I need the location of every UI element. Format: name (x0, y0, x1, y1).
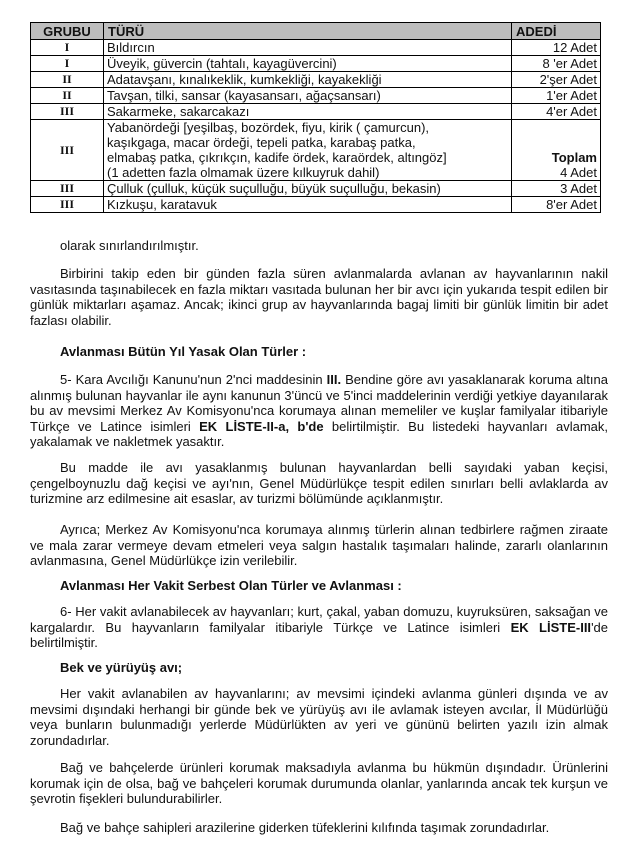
row-type-line: Yabanördeği [yeşilbaş, bozördek, fiyu, kirik ( çamurcun), (107, 120, 430, 135)
row-type: Tavşan, tilki, sansar (kayasansarı, ağaçsansarı) (104, 88, 512, 104)
text-run-bold: III. (326, 372, 342, 387)
header-group: GRUBU (31, 23, 104, 40)
header-count: ADEDİ (512, 23, 601, 40)
table-row (31, 72, 601, 88)
header-type: TÜRÜ (104, 23, 512, 40)
row-type: Çulluk (çulluk, küçük suçulluğu, büyük suçulluğu, bekasin) (104, 181, 512, 197)
text-run: belirtilmiştir. Bu listedeki hayvanları avlamak, yakalamak ve nakletmek yasaktır. (30, 418, 608, 449)
paragraph-permit-required: Her vakit avlanabilen av hayvanlarını; av mevsimi içindeki avlanma günleri dışında ve av mevsimi dışındaki herhangi bir günde bek ve yürüyüş avı ile avlamak isteyen avcılar, İl Müdürlüğü veya bunların bulunmadığı yerlerde Müdürlükten av yeri ve gününü belirten yazılı izin almak zorundadırlar. (30, 686, 608, 748)
table-row (31, 104, 601, 120)
daily-bag-limit-table (30, 22, 601, 213)
table-row (31, 40, 601, 56)
table-row (31, 120, 601, 181)
row-count: 4'er Adet (512, 104, 601, 120)
table-header-row (31, 23, 601, 40)
row-group: II (31, 88, 104, 104)
row-type-line: elmabaş patka, çıkrıkçın, kadife ördek, karaördek, altıngöz] (107, 150, 447, 165)
text-run: 5- Kara Avcılığı Kanunu'nun 2'nci maddesinin (60, 372, 327, 387)
row-count (512, 120, 601, 181)
paragraph-orchard-protection: Bağ ve bahçelerde ürünleri korumak maksadıyla avlanma bu hükmün dışındadır. Ürünlerini korumak için de olsa, bağ ve bahçeleri korumak durumunda olanlar, yanlarında ancak tek kurşun ve şevrotin fişekleri bulundurabilirler. (30, 760, 608, 806)
table-row (31, 56, 601, 72)
text-run-bold: EK LİSTE-III (510, 619, 592, 635)
paragraph-harmful-species: Ayrıca; Merkez Av Komisyonu'nca korumaya alınmış türlerin alınan tedbirlere rağmen ziraate ve mala zarar vermeye devam etmeleri veya salgın hastalık taşımaları halinde, zararlı olanlarının avlanmasına, Genel Müdürlükçe izin verilebilir. (30, 522, 608, 568)
text-run-bold: EK LİSTE-II-a, b'de (199, 418, 324, 434)
heading-stalk-and-walk-hunt: Bek ve yürüyüş avı; (60, 660, 183, 675)
text-run: Bendine göre avı yasaklanarak koruma altına alınmış bulunan hayvanlar ile aynı kanunun 3'üncü ve 5'inci maddelerinin verdiği yetkiye dayanılarak bu av mevsimi Merkez Av Komisyonu'nca korumaya alınan memeliler ve kuşlar familyalar itibariyle Türkçe ve Latince isimleri (30, 372, 608, 434)
row-count: 12 Adet (512, 40, 601, 56)
row-type-line: (1 adetten fazla olmamak üzere kılkuyruk dahil) (107, 165, 380, 180)
paragraph-bag-limit: Birbirini takip eden bir günden fazla süren avlanmalarda avlanan av hayvanlarının nakil vasıtasında taşınabilecek en fazla miktarı vasıtada bulunan her bir avcı için yukarıda tespit edilen bir günlük miktarları aşamaz. Ancak; ikinci grup av hayvanlarında bagaj limiti bir günlük limitin bir adet fazlası olabilir. (30, 266, 608, 328)
row-group: II (31, 72, 104, 88)
row-type: Üveyik, güvercin (tahtalı, kayagüvercini) (104, 56, 512, 72)
row-count: 8 'er Adet (512, 56, 601, 72)
row-type: Adatavşanı, kınalıkeklik, kumkekliği, kayakekliği (104, 72, 512, 88)
table-row (31, 197, 601, 213)
row-type-multiline (104, 120, 512, 181)
row-count: 2'şer Adet (512, 72, 601, 88)
row-type: Sakarmeke, sakarcakazı (104, 104, 512, 120)
row-group: III (31, 104, 104, 120)
paragraph-rifle-case: Bağ ve bahçe sahipleri arazilerine giderken tüfeklerini kılıfında taşımak zorundadırlar. (60, 820, 550, 835)
table-row (31, 181, 601, 197)
text-run: 6- Her vakit avlanabilecek av hayvanları; kurt, çakal, yaban domuzu, kuyruksüren, saksağan ve kargalardır. Bu hayvanların familyalar itibariyle Türkçe ve Latince isimleri (30, 604, 608, 635)
paragraph-article-5 (30, 372, 608, 450)
row-count: 3 Adet (512, 181, 601, 197)
row-group: I (31, 40, 104, 56)
heading-year-round-protected: Avlanması Bütün Yıl Yasak Olan Türler : (60, 344, 307, 359)
paragraph-article-6 (30, 604, 608, 651)
table-row (31, 88, 601, 104)
row-type: Bıldırcın (104, 40, 512, 56)
row-type: Kızkuşu, karatavuk (104, 197, 512, 213)
row-group: III (31, 197, 104, 213)
heading-always-open-species: Avlanması Her Vakit Serbest Olan Türler ve Avlanması : (60, 578, 402, 593)
paragraph-continuation: olarak sınırlandırılmıştır. (60, 238, 199, 253)
row-count-total-label: Toplam (551, 150, 597, 165)
row-count-value: 4 Adet (560, 165, 597, 180)
text-run: 'de belirtilmiştir. (30, 619, 609, 650)
row-type-line: kaşıkgaga, macar ördeği, tepeli patka, karabaş patka, (107, 135, 416, 150)
row-group: I (31, 56, 104, 72)
row-count: 8'er Adet (512, 197, 601, 213)
row-group: III (31, 120, 104, 181)
row-group: III (31, 181, 104, 197)
row-count: 1'er Adet (512, 88, 601, 104)
paragraph-hunting-tourism: Bu madde ile avı yasaklanmış bulunan hayvanlardan belli sayıdaki yaban keçisi, çengelboynuzlu dağ keçisi ve ayı'nın, Genel Müdürlükçe tespit edilen sınırları belli avlaklarda av turizmine arz edilmesine ait esaslar, av turizmi bölümünde açıklanmıştır. (30, 460, 608, 506)
